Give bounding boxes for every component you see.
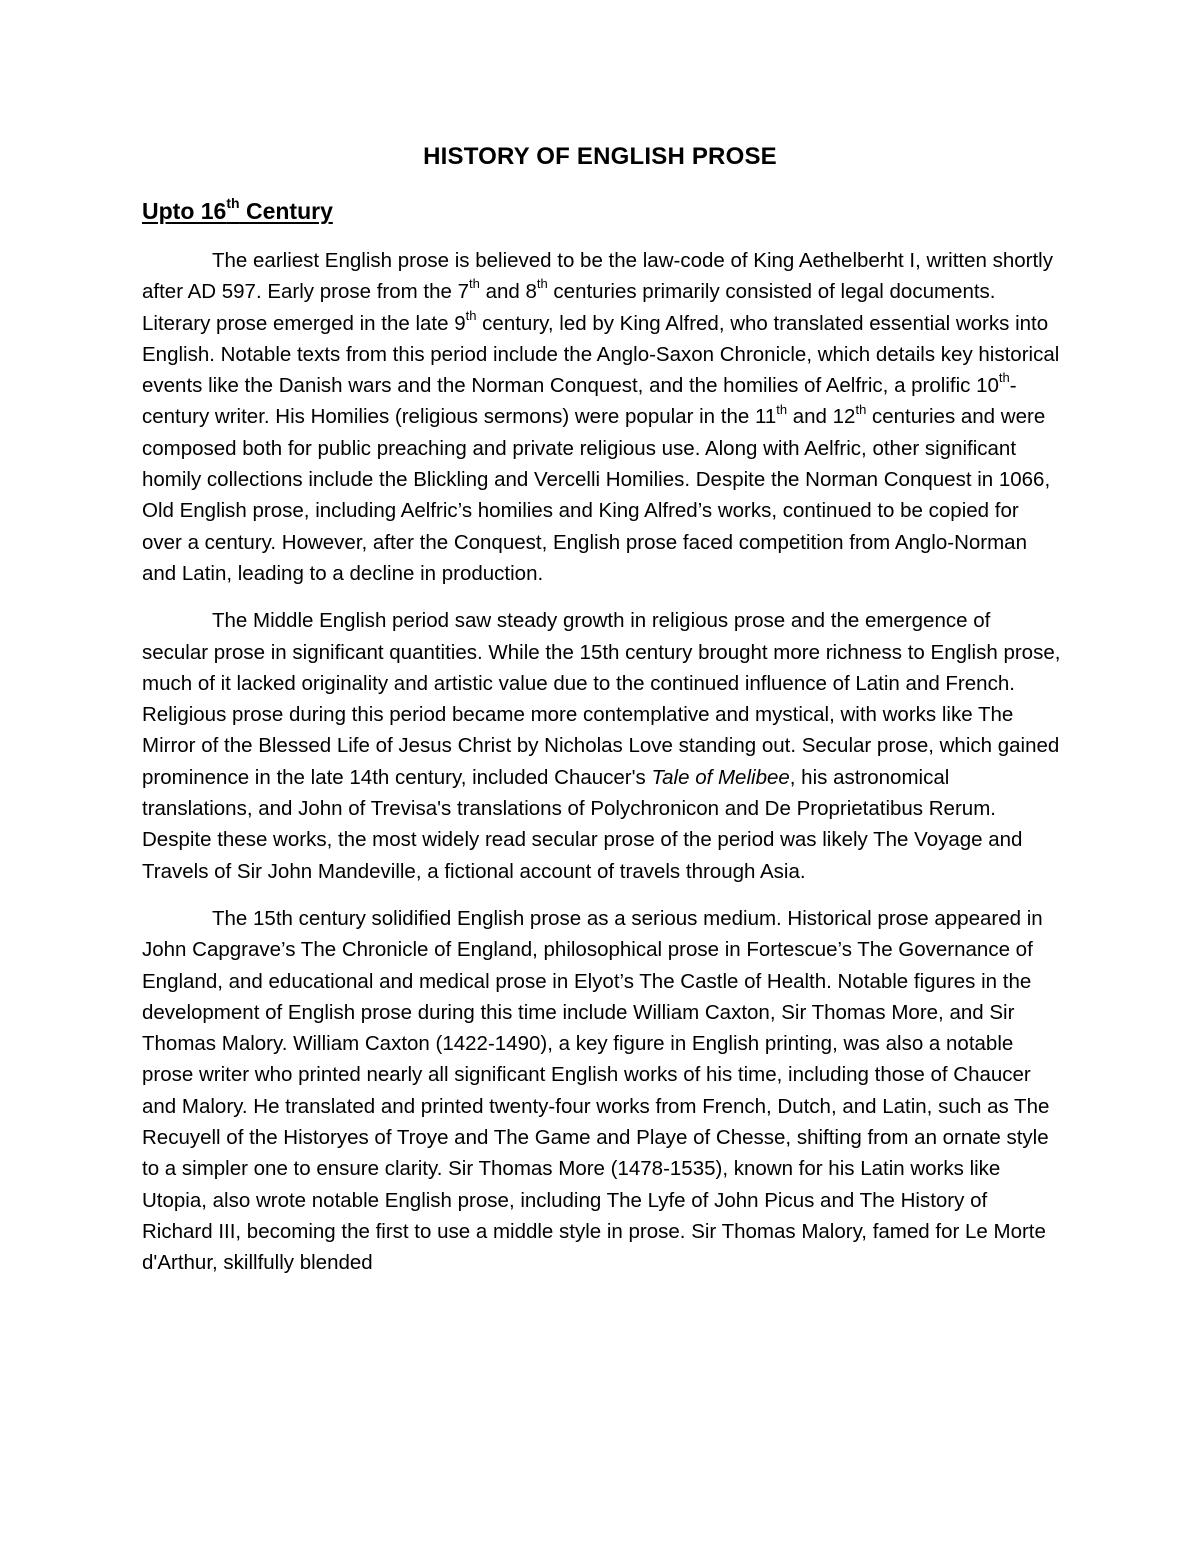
paragraph-text: The earliest English prose is believed to be the law-code of King Aethelberht I, written shortly after AD 597. Early prose from the 7 bbox=[142, 249, 1053, 304]
paragraph-1 bbox=[142, 245, 1062, 589]
paragraph-text: and 8 bbox=[479, 280, 537, 304]
document-body bbox=[142, 245, 1062, 1295]
section-heading-prefix: Upto 16 bbox=[142, 198, 227, 224]
superscript: th bbox=[998, 370, 1010, 386]
paragraph-3 bbox=[142, 903, 1062, 1279]
section-heading-sup: th bbox=[226, 195, 240, 212]
paragraph-2 bbox=[142, 605, 1062, 887]
paragraph-text: centuries primarily consisted of legal documents. Literary prose emerged in the late 9 bbox=[142, 280, 996, 335]
superscript: th bbox=[855, 401, 867, 417]
paragraph-text: The 15th century solidified English prose as a serious medium. Historical prose appeared in John Capgrave’s The Chronicle of England, philosophical prose in Fortescue’s The Governance of England, and educational and medical prose in Elyot’s The Castle of Health. Notable figures in the development of English prose during this time include William Caxton, Sir Thomas More, and Sir Thomas Malory. William Caxton (1422-1490), a key figure in English printing, was also a notable prose writer who printed nearly all significant English works of his time, including those of Chaucer and Malory. He translated and printed twenty-four works from French, Dutch, and Latin, such as The Recuyell of the Historyes of Troye and The Game and Playe of Chesse, shifting from an ornate style to a simpler one to ensure clarity. Sir Thomas More (1478-1535), known for his Latin works like Utopia, also wrote notable English prose, including The Lyfe of John Picus and The History of Richard III, becoming the first to use a middle style in prose. Sir Thomas Malory, famed for Le Morte d'Arthur, skillfully blended bbox=[142, 906, 1050, 1275]
paragraph-text: The Middle English period saw steady growth in religious prose and the emergence of secular prose in significant quantities. While the 15th century brought more richness to English prose, much of it lacked originality and artistic value due to the continued influence of Latin and French. Religious prose during this period became more contemplative and mystical, with works like The Mirror of the Blessed Life of Jesus Christ by Nicholas Love standing out. Secular prose, which gained prominence in the late 14th century, included Chaucer's bbox=[142, 609, 1061, 789]
superscript: th bbox=[465, 307, 477, 323]
paragraph-text: -century writer. His Homilies (religious sermons) were popular in the 11 bbox=[142, 374, 1017, 429]
section-heading-suffix: Century bbox=[239, 198, 333, 224]
section-heading bbox=[142, 196, 333, 226]
paragraph-text: century, led by King Alfred, who translated essential works into English. Notable texts from this period include the Anglo-Saxon Chronicle, which details key historical events like the Danish wars and the Norman Conquest, and the homilies of Aelfric, a prolific 10 bbox=[142, 311, 1060, 398]
document-title: HISTORY OF ENGLISH PROSE bbox=[423, 143, 777, 170]
paragraph-text: and 12 bbox=[787, 405, 856, 429]
superscript: th bbox=[776, 401, 788, 417]
superscript: th bbox=[469, 276, 480, 292]
italic-title: Tale of Melibee bbox=[651, 765, 790, 789]
paragraph-text: , his astronomical translations, and John of Trevisa's translations of Polychronicon and De Proprietatibus Rerum. Despite these works, the most widely read secular prose of the period was likely The Voyage and Travels of Sir John Mandeville, a fictional account of travels through Asia. bbox=[142, 765, 1023, 883]
superscript: th bbox=[536, 276, 548, 292]
paragraph-text: centuries and were composed both for public preaching and private religious use. Along with Aelfric, other significant homily collections include the Blickling and Vercelli Homilies. Despite the Norman Conquest in 1066, Old English prose, including Aelfric’s homilies and King Alfred’s works, continued to be copied for over a century. However, after the Conquest, English prose faced competition from Anglo-Norman and Latin, leading to a decline in production. bbox=[142, 405, 1051, 585]
